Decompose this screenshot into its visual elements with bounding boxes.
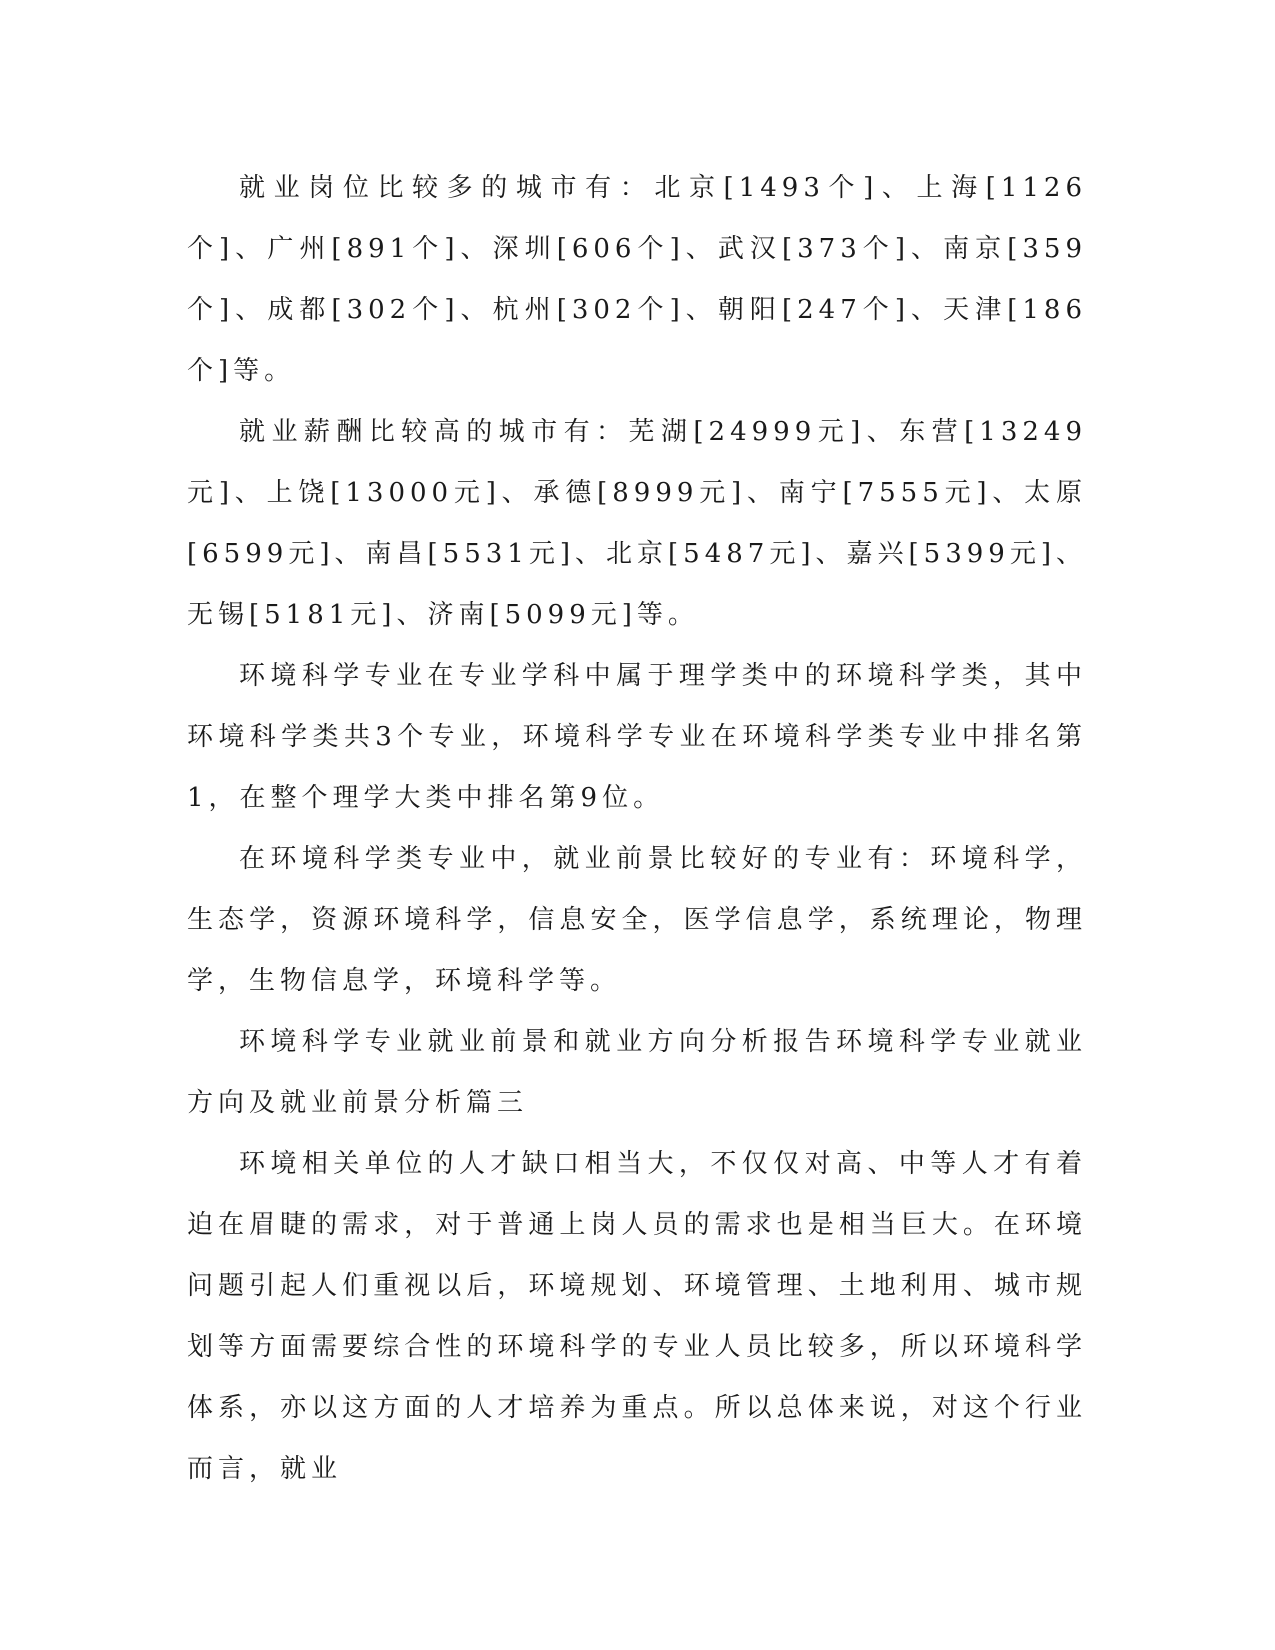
paragraph-major-ranking: 环境科学专业在专业学科中属于理学类中的环境科学类，其中环境科学类共3个专业，环境科学专业在环境科学类专业中排名第1，在整个理学大类中排名第9位。 (187, 661, 1087, 813)
paragraph-salary-cities: 就业薪酬比较高的城市有：芜湖[24999元]、东营[13249元]、上饶[13000元]、承德[8999元]、南宁[7555元]、太原[6599元]、南昌[5531元]、北京[5487元]、嘉兴[5399元]、无锡[5181元]、济南[5099元]等。 (187, 417, 1087, 630)
paragraph-section-heading: 环境科学专业就业前景和就业方向分析报告环境科学专业就业方向及就业前景分析篇三 (187, 1027, 1087, 1118)
paragraph-talent-demand: 环境相关单位的人才缺口相当大，不仅仅对高、中等人才有着迫在眉睫的需求，对于普通上岗人员的需求也是相当巨大。在环境问题引起人们重视以后，环境规划、环境管理、土地利用、城市规划等方面需要综合性的环境科学的专业人员比较多，所以环境科学体系，亦以这方面的人才培养为重点。所以总体来说，对这个行业而言，就业 (187, 1149, 1087, 1484)
paragraph-related-majors: 在环境科学类专业中，就业前景比较好的专业有：环境科学，生态学，资源环境科学，信息安全，医学信息学，系统理论，物理学，生物信息学，环境科学等。 (187, 844, 1087, 996)
paragraph-job-count-cities: 就业岗位比较多的城市有：北京[1493个]、上海[1126个]、广州[891个]、深圳[606个]、武汉[373个]、南京[359个]、成都[302个]、杭州[302个]、朝阳[247个]、天津[186个]等。 (187, 173, 1087, 386)
document-body (187, 158, 1087, 1500)
